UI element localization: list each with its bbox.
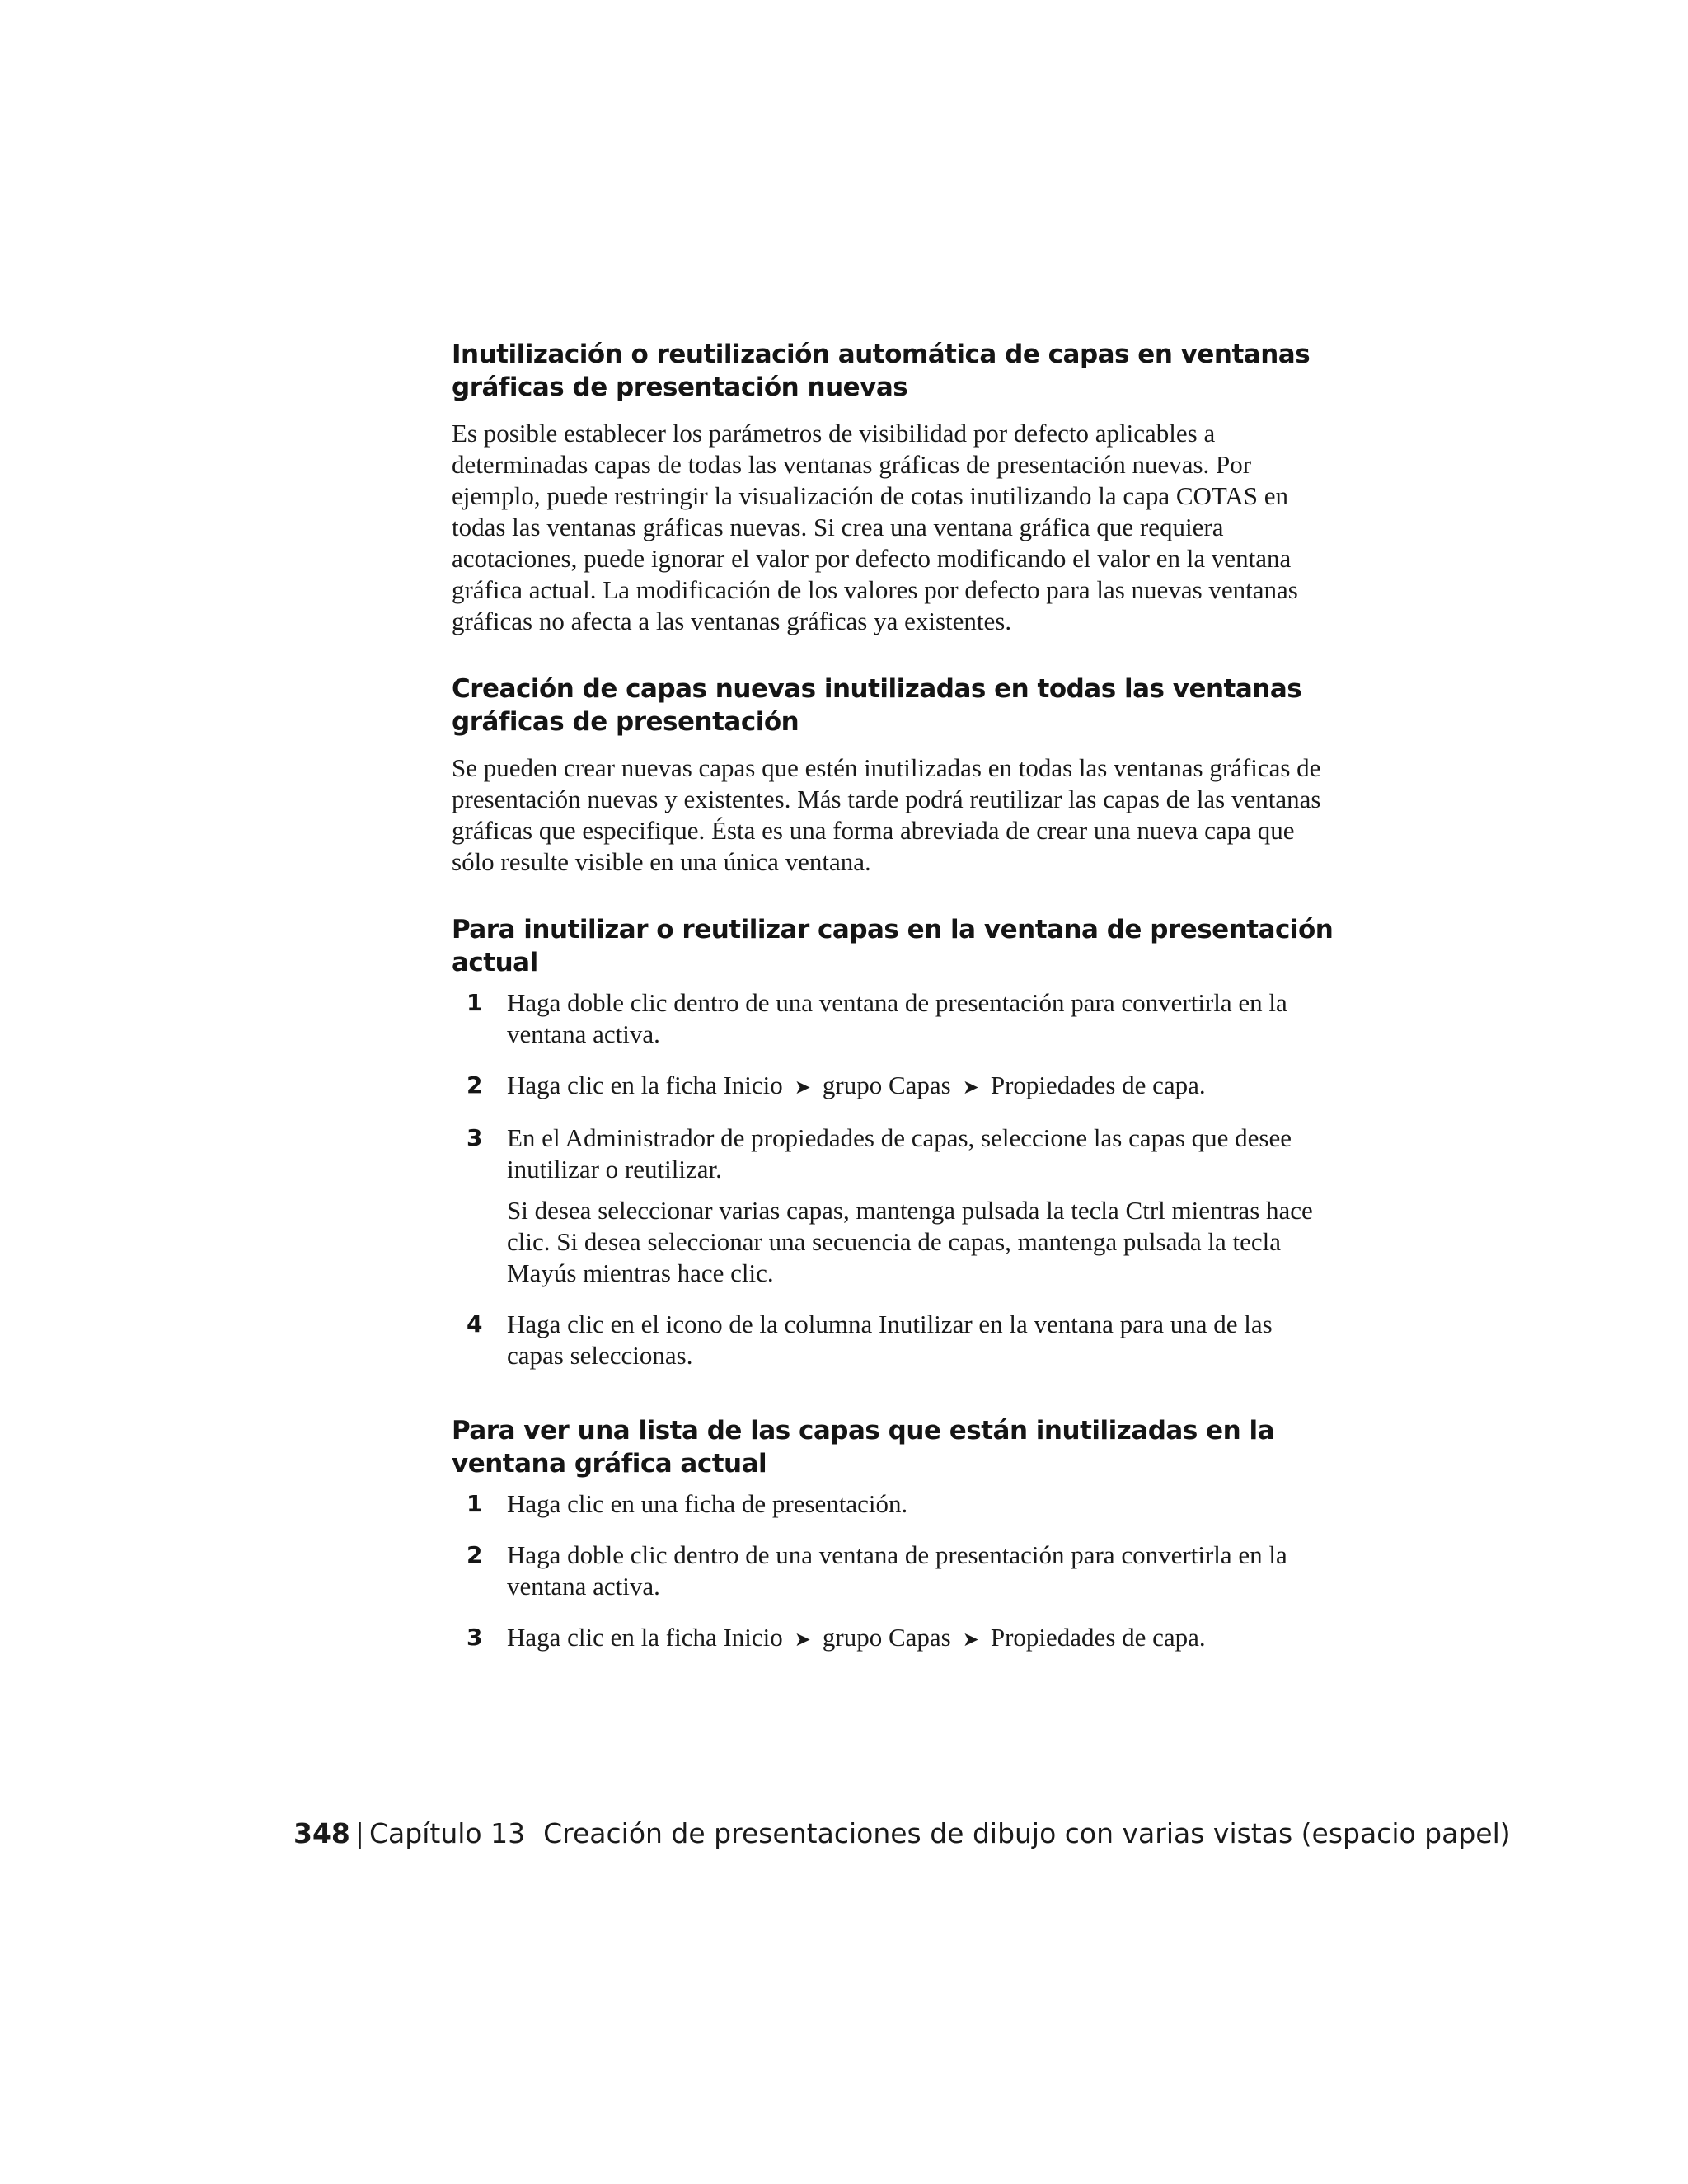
arrow-right-icon: ➤	[794, 1628, 811, 1651]
arrow-right-icon: ➤	[962, 1628, 979, 1651]
chapter-label: Capítulo 13	[369, 1817, 526, 1849]
list-item	[452, 1540, 1334, 1602]
menu-path-group: grupo Capas	[822, 1071, 951, 1099]
arrow-right-icon: ➤	[962, 1076, 979, 1099]
menu-path-group: grupo Capas	[822, 1623, 951, 1652]
list-item	[452, 987, 1334, 1050]
step-text: Haga clic en el icono de la columna Inutilizar en la ventana para una de las capas seleccionas.	[507, 1310, 1273, 1370]
arrow-right-icon: ➤	[794, 1076, 811, 1099]
step-list	[452, 987, 1334, 1371]
page-number: 348	[293, 1817, 350, 1849]
page-footer	[293, 1816, 1511, 1852]
procedure-heading: Para inutilizar o reutilizar capas en la ventana de presentación actual	[452, 915, 1334, 977]
procedure-heading: Para ver una lista de las capas que están inutilizadas en la ventana gráfica actual	[452, 1416, 1275, 1479]
step-list	[452, 1488, 1334, 1655]
section-paragraph: Se pueden crear nuevas capas que estén inutilizadas en todas las ventanas gráficas de presentación nuevas y existentes. Más tarde podrá reutilizar las capas de las ventanas gráficas que especifique. Ésta es una forma abreviada de crear una nueva capa que sólo resulte visible en una única ventana.	[452, 753, 1321, 876]
page-content	[452, 338, 1334, 1655]
menu-path-tab: Haga clic en la ficha Inicio	[507, 1071, 783, 1099]
step-number: 1	[467, 1490, 483, 1517]
footer-separator: |	[354, 1817, 365, 1849]
list-item	[452, 1488, 1334, 1520]
step-number: 3	[467, 1124, 483, 1151]
section-heading: Inutilización o reutilización automática de capas en ventanas gráficas de presentación nuevas	[452, 340, 1311, 402]
step-number: 2	[467, 1071, 483, 1099]
step-text	[507, 1070, 1334, 1103]
list-item	[452, 1622, 1334, 1655]
section-heading: Creación de capas nuevas inutilizadas en todas las ventanas gráficas de presentación	[452, 674, 1302, 737]
menu-path-command: Propiedades de capa.	[990, 1623, 1206, 1652]
section-new-frozen-layers	[452, 673, 1334, 878]
step-number: 1	[467, 989, 483, 1016]
list-item	[452, 1122, 1334, 1289]
step-text	[507, 1622, 1334, 1655]
step-number: 3	[467, 1624, 483, 1651]
step-number: 2	[467, 1541, 483, 1568]
step-text: Haga clic en una ficha de presentación.	[507, 1489, 908, 1518]
section-paragraph: Es posible establecer los parámetros de visibilidad por defecto aplicables a determinadas capas de todas las ventanas gráficas de presentación nuevas. Por ejemplo, puede restringir la visualización de cotas inutilizando la capa COTAS en todas las ventanas gráficas nuevas. Si crea una ventana gráfica que requiera acotaciones, puede ignorar el valor por defecto modificando el valor en la ventana gráfica actual. La modificación de los valores por defecto para las nuevas ventanas gráficas no afecta a las ventanas gráficas ya existentes.	[452, 419, 1298, 635]
chapter-title: Creación de presentaciones de dibujo con varias vistas (espacio papel)	[543, 1817, 1511, 1849]
step-number: 4	[467, 1310, 483, 1338]
section-freeze-procedure	[452, 913, 1334, 1371]
section-automatic-freeze	[452, 338, 1334, 637]
section-list-frozen-procedure	[452, 1414, 1334, 1655]
step-text: En el Administrador de propiedades de capas, seleccione las capas que desee inutilizar o reutilizar.	[507, 1123, 1292, 1183]
menu-path-tab: Haga clic en la ficha Inicio	[507, 1623, 783, 1652]
step-text: Haga doble clic dentro de una ventana de presentación para convertirla en la ventana activa.	[507, 988, 1287, 1048]
step-text: Haga doble clic dentro de una ventana de presentación para convertirla en la ventana activa.	[507, 1540, 1287, 1601]
menu-path-command: Propiedades de capa.	[990, 1071, 1206, 1099]
list-item	[452, 1309, 1334, 1371]
step-note: Si desea seleccionar varias capas, mantenga pulsada la tecla Ctrl mientras hace clic. Si desea seleccionar una secuencia de capas, mantenga pulsada la tecla Mayús mientras hace clic.	[507, 1196, 1313, 1287]
list-item	[452, 1070, 1334, 1103]
